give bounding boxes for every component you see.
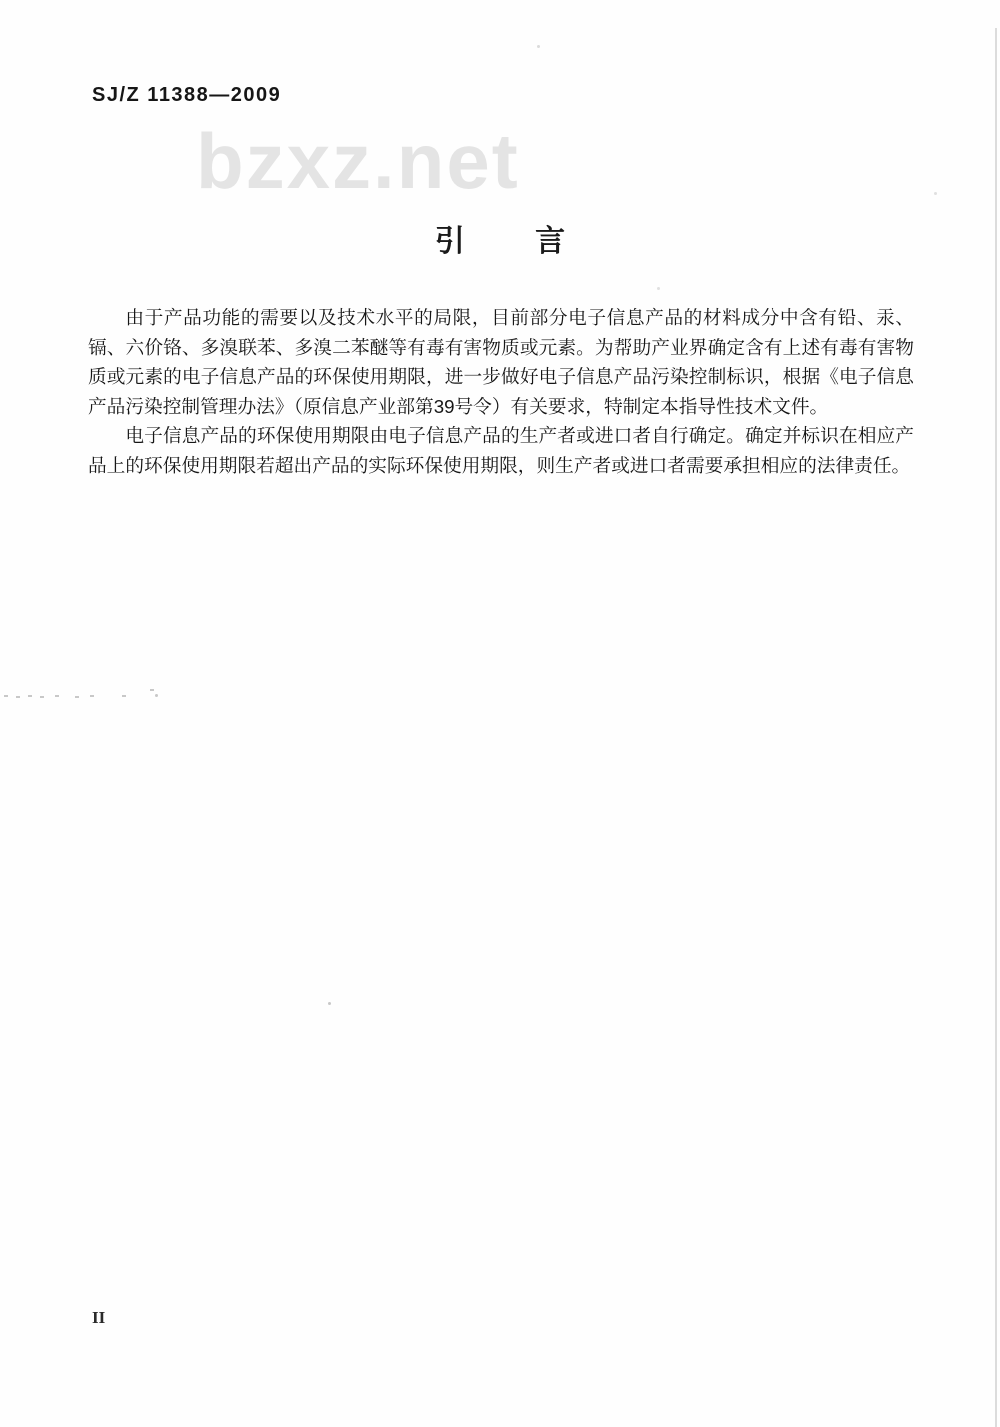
scan-artifact [28, 695, 32, 697]
scan-artifact [75, 696, 79, 698]
scan-artifact [55, 695, 59, 697]
scan-artifact [122, 695, 126, 697]
scan-artifact [150, 689, 154, 691]
scan-artifact [328, 1002, 331, 1005]
paragraph-1: 由于产品功能的需要以及技术水平的局限，目前部分电子信息产品的材料成分中含有铅、汞、镉、六价铬、多溴联苯、多溴二苯醚等有毒有害物质或元素。为帮助产业界确定含有上述有毒有害物质或元素的电子信息产品的环保使用期限，进一步做好电子信息产品污染控制标识，根据《电子信息产品污染控制管理办法》（原信息产业部第39号令）有关要求，特制定本指导性技术文件。 [88, 307, 914, 417]
scan-artifact [537, 45, 540, 48]
scan-artifact [40, 696, 44, 698]
scan-artifact [657, 287, 660, 290]
body-text [88, 303, 914, 480]
paragraph-2: 电子信息产品的环保使用期限由电子信息产品的生产者或进口者自行确定。确定并标识在相应产品上的环保使用期限若超出产品的实际环保使用期限，则生产者或进口者需要承担相应的法律责任。 [88, 425, 914, 476]
watermark-text: bzxz.net [196, 117, 520, 205]
document-number: SJ/Z 11388—2009 [92, 84, 282, 106]
page-number: II [92, 1308, 106, 1327]
scan-artifact [90, 695, 94, 697]
scan-artifact [934, 192, 937, 195]
page-title: 引 言 [434, 225, 566, 258]
scan-artifact [155, 694, 158, 697]
scan-artifact [16, 696, 20, 698]
scan-artifact [4, 695, 8, 697]
